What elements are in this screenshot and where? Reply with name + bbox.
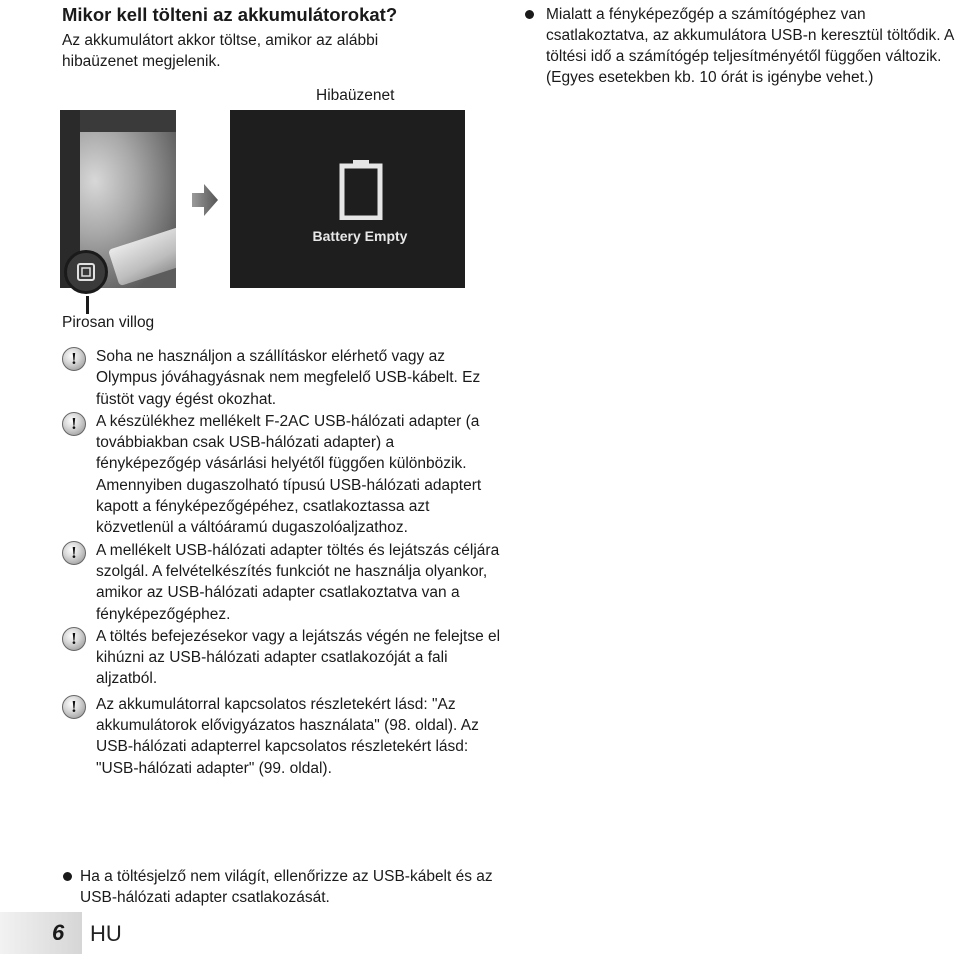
indicator-check-text: Ha a töltésjelző nem világít, ellenőrizze az USB-kábelt és az USB-hálózati adapter csatlakozását.: [80, 868, 493, 907]
warning-text: Az akkumulátorral kapcsolatos részletekért lásd: "Az akkumulátorok elővigyázatos használata" (98. oldal). Az USB-hálózati adapterrel kapcsolatos részletekért lásd: "USB-hálózati adapter" (99. oldal).: [96, 695, 479, 777]
warning-item: [62, 411, 502, 539]
battery-indicator-icon: [64, 250, 108, 294]
exclamation-warning-icon: !: [62, 347, 86, 371]
indicator-check-bullet: [62, 866, 502, 909]
warning-text: A mellékelt USB-hálózati adapter töltés és lejátszás céljára szolgál. A felvételkészítés funkciót ne használja olyankor, amikor az USB-hálózati adapter csatlakoztatva van a fényképezőgéphez.: [96, 541, 500, 623]
page-number: 6: [52, 920, 65, 945]
warning-list: [62, 346, 502, 779]
empty-battery-icon: [338, 158, 384, 225]
right-arrow-icon: [192, 184, 218, 221]
battery-empty-message: Battery Empty: [312, 228, 408, 244]
camera-photo-frame: [80, 110, 176, 132]
usb-charging-bullet: [524, 4, 960, 88]
battery-indicator-glyph: [67, 253, 105, 291]
warning-item: [62, 626, 502, 690]
exclamation-warning-icon: !: [62, 627, 86, 651]
warning-item: [62, 540, 502, 625]
exclamation-warning-icon: !: [62, 412, 86, 436]
warning-item: [62, 694, 502, 779]
bullet-dot: [525, 10, 534, 19]
indicator-leader-line: [86, 296, 89, 314]
error-message-caption: Hibaüzenet: [316, 87, 395, 104]
intro-text: Az akkumulátort akkor töltse, amikor az alábbi hibaüzenet megjelenik.: [62, 32, 379, 70]
warning-text: A töltés befejezésekor vagy a lejátszás végén ne felejtse el kihúzni az USB-hálózati adapter csatlakozóját a fali aljzatból.: [96, 627, 501, 688]
exclamation-warning-icon: !: [62, 695, 86, 719]
language-code: HU: [90, 921, 122, 946]
usb-charging-text: Mialatt a fényképezőgép a számítógéphez van csatlakoztatva, az akkumulátora USB-n keresztül töltődik. A töltési idő a számítógép teljesítményétől függően változik. (Egyes esetekben kb. 10 órát is igénybe vehet.): [546, 6, 954, 86]
page-heading: Mikor kell tölteni az akkumulátorokat?: [62, 4, 398, 25]
right-column: [524, 4, 960, 88]
warning-text: A készülékhez mellékelt F-2AC USB-hálózati adapter (a továbbiakban csak USB-hálózati adapter) a fényképezőgép vásárlási helyétől függően különbözik. Amennyiben dugaszolható típusú USB-hálózati adaptert kapott a fényképezőgépéhez, csatlakoztassa azt közvetlenül a váltóáramú dugaszolóaljzathoz.: [96, 412, 482, 537]
warning-text: Soha ne használjon a szállításkor elérhető vagy az Olympus jóváhagyásnak nem megfelelő USB-kábelt. Ez füstöt vagy égést okozhat.: [96, 348, 481, 408]
warning-item: [62, 346, 502, 410]
bullet-dot: [63, 872, 72, 881]
exclamation-warning-icon: !: [62, 541, 86, 565]
indicator-check-row: [62, 866, 502, 909]
blink-red-caption: Pirosan villog: [62, 314, 155, 331]
page-tab: [0, 912, 82, 954]
